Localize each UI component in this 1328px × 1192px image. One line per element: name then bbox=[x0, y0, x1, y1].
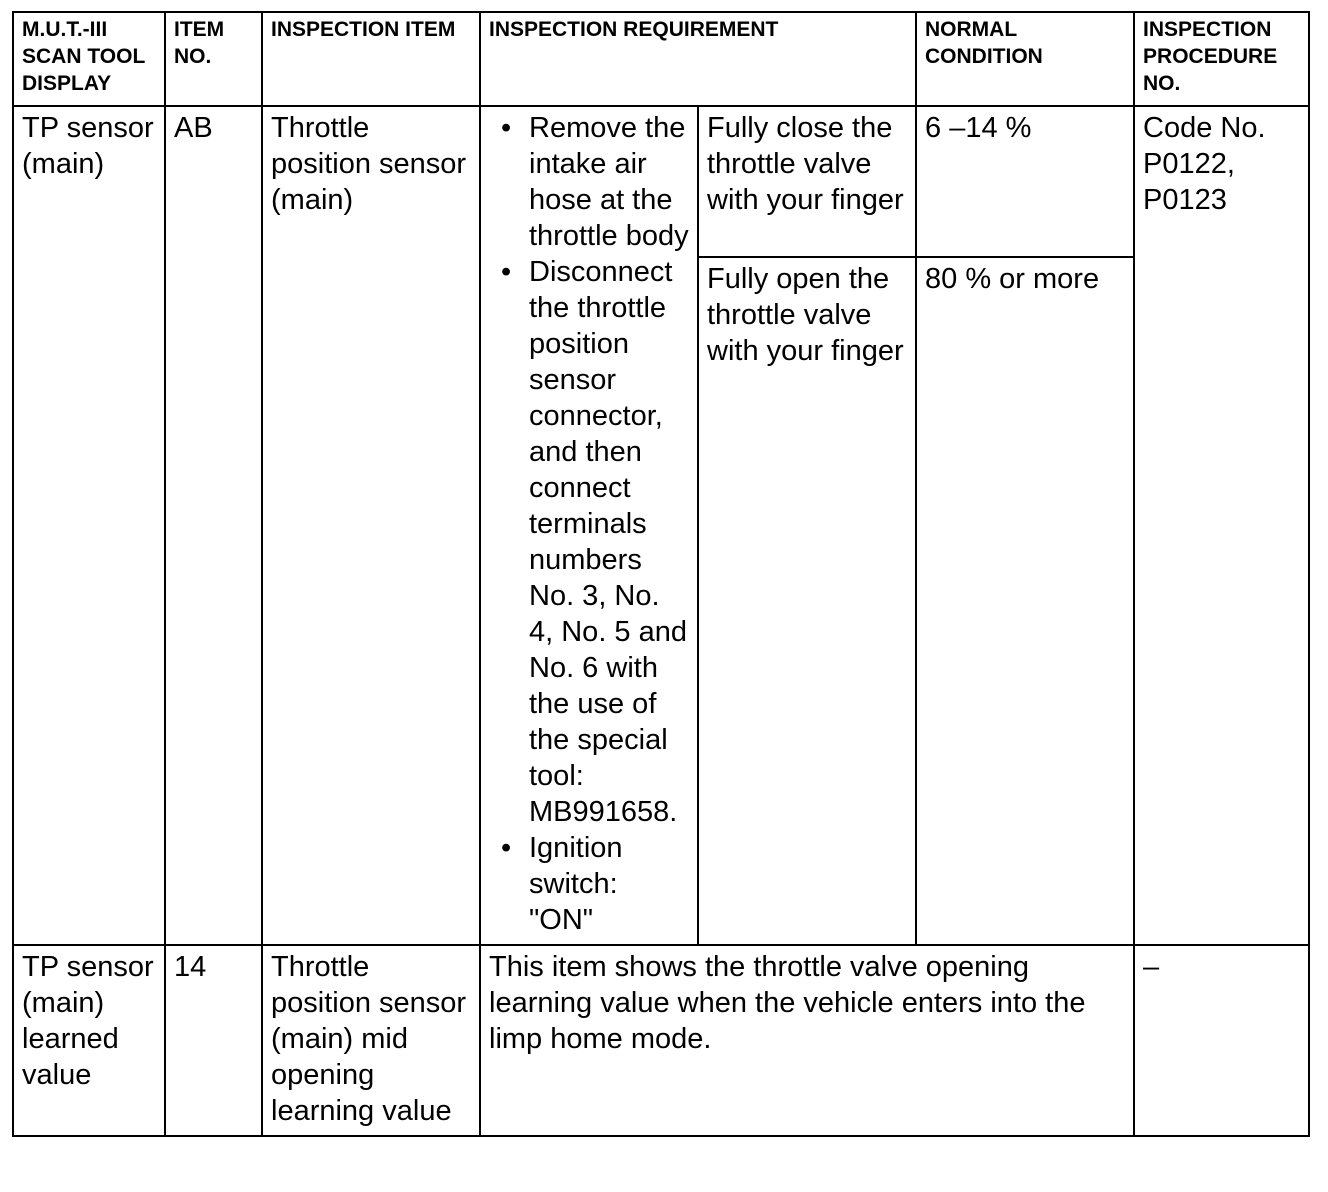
inspection-table bbox=[12, 11, 1310, 1137]
normal-condition-cell: 80 % or more bbox=[916, 257, 1134, 945]
requirement-list-cell bbox=[480, 106, 698, 945]
list-item: • Ignition switch: "ON" bbox=[501, 832, 623, 936]
requirement-cell: This item shows the throttle valve opening learning value when the vehicle enters into the limp home mode. bbox=[480, 945, 1134, 1136]
procedure-no-cell: Code No. P0122, P0123 bbox=[1134, 106, 1309, 945]
header-item-no: ITEM NO. bbox=[165, 12, 262, 106]
bullet-icon: • bbox=[501, 112, 512, 144]
header-inspection-item: INSPECTION ITEM bbox=[262, 12, 480, 106]
bullet-icon: • bbox=[501, 832, 512, 864]
procedure-no-cell: – bbox=[1134, 945, 1309, 1136]
inspection-item-cell: Throttle position sensor (main) mid opening learning value bbox=[262, 945, 480, 1136]
bullet-icon: • bbox=[501, 256, 512, 288]
table-row bbox=[13, 945, 1309, 1136]
header-display: M.U.T.-III SCAN TOOL DISPLAY bbox=[13, 12, 165, 106]
table-row bbox=[13, 106, 1309, 257]
normal-condition-cell: 6 –14 % bbox=[916, 106, 1134, 257]
list-item: • Remove the intake air hose at the throttle body bbox=[501, 112, 689, 252]
header-inspection-requirement: INSPECTION REQUIREMENT bbox=[480, 12, 916, 106]
item-no-cell: 14 bbox=[165, 945, 262, 1136]
item-no-cell: AB bbox=[165, 106, 262, 945]
header-procedure-no: INSPECTION PROCEDURE NO. bbox=[1134, 12, 1309, 106]
header-row bbox=[13, 12, 1309, 106]
condition-action-cell: Fully open the throttle valve with your finger bbox=[698, 257, 916, 945]
inspection-item-cell: Throttle position sensor (main) bbox=[262, 106, 480, 945]
display-cell: TP sensor (main) learned value bbox=[13, 945, 165, 1136]
header-normal-condition: NORMAL CONDITION bbox=[916, 12, 1134, 106]
requirement-list bbox=[489, 110, 689, 938]
condition-action-cell: Fully close the throttle valve with your finger bbox=[698, 106, 916, 257]
list-item: • Disconnect the throttle position sensor connector, and then connect terminals numbers No. 3, No. 4, No. 5 and No. 6 with the use of the special tool: MB991658. bbox=[501, 256, 687, 828]
display-cell: TP sensor (main) bbox=[13, 106, 165, 945]
